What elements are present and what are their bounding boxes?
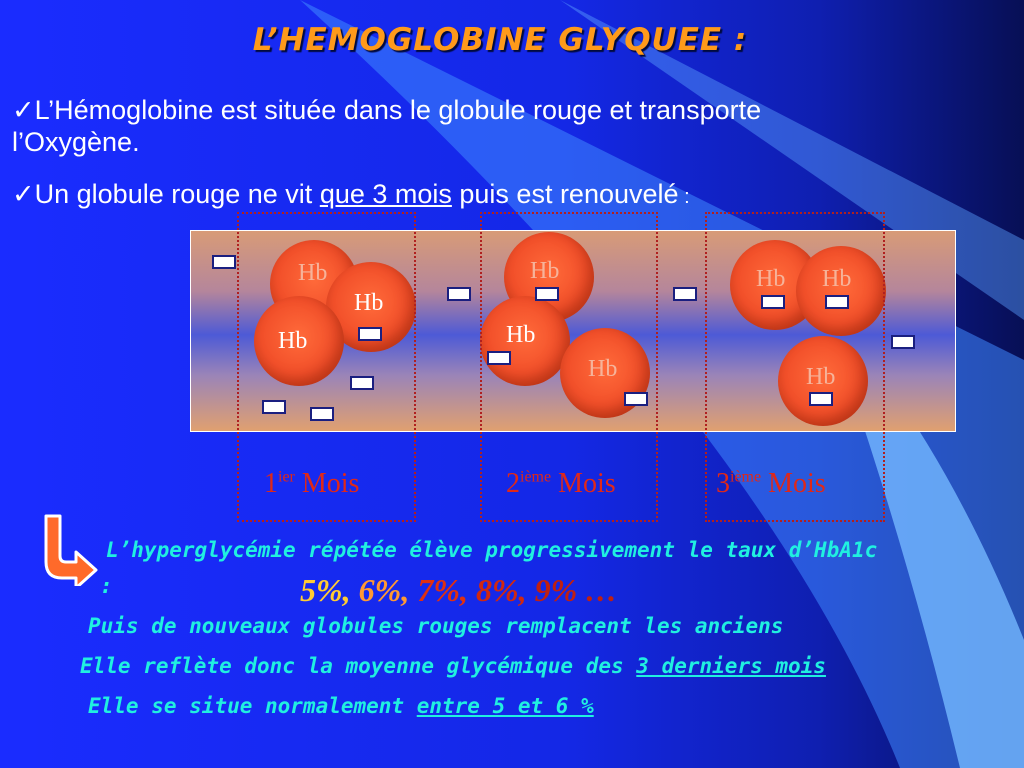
month-label-3: 3ième Mois bbox=[716, 468, 826, 499]
percentage-1: 6%, bbox=[358, 572, 418, 608]
percentage-0: 5%, bbox=[300, 572, 359, 608]
month-label-1: $1^{ier}$ Mois bbox=[264, 468, 360, 499]
glucose-square bbox=[447, 287, 471, 301]
hb-label: Hb bbox=[298, 260, 328, 286]
percentage-2: 7%, bbox=[417, 572, 476, 608]
bullet-hemoglobine bbox=[12, 94, 761, 159]
hyper-text: L’hyperglycémie répétée élève progressivement le taux d’HbA1c bbox=[106, 538, 878, 562]
hb-label: Hb bbox=[530, 258, 560, 284]
bullet-underlined: que 3 mois bbox=[319, 179, 452, 209]
hb-label: Hb bbox=[588, 356, 618, 382]
glucose-square bbox=[891, 335, 915, 349]
hb-label: Hb bbox=[354, 290, 384, 316]
bullet-colon: : bbox=[678, 186, 690, 208]
percentages-line bbox=[300, 572, 617, 609]
hb-label: Hb bbox=[822, 266, 852, 292]
line-reflete: Elle reflète donc la moyenne glycémique des 3 derniers mois bbox=[80, 654, 826, 678]
underlined-range: entre 5 et 6 % bbox=[416, 694, 594, 718]
hb-label: Hb bbox=[806, 364, 836, 390]
month-label-2: 2ième Mois bbox=[506, 468, 616, 499]
percentage-3: 8%, bbox=[475, 572, 535, 608]
bullet-globule bbox=[12, 178, 690, 210]
hb-label: Hb bbox=[506, 322, 536, 348]
percentage-4: 9% … bbox=[534, 572, 618, 608]
bullet-text-cont: l’Oxygène. bbox=[12, 127, 140, 158]
glucose-square bbox=[673, 287, 697, 301]
bullet-text: L’Hémoglobine est située dans le globule rouge et transporte bbox=[34, 95, 762, 125]
hb-label: Hb bbox=[756, 266, 786, 292]
glucose-square bbox=[212, 255, 236, 269]
page-title: L’HEMOGLOBINE GLYQUEE : bbox=[252, 22, 748, 58]
bullet-text: Un globule rouge ne vit bbox=[34, 179, 320, 209]
underlined-period: 3 derniers mois bbox=[636, 654, 826, 678]
check-icon: ✓ bbox=[12, 179, 35, 209]
bullet-text-end: puis est renouvelé bbox=[451, 179, 679, 209]
hyper-colon: : bbox=[100, 574, 113, 598]
hb-label: Hb bbox=[278, 328, 308, 354]
line-situe: Elle se situe normalement entre 5 et 6 % bbox=[88, 694, 594, 718]
curved-arrow-icon bbox=[38, 512, 100, 586]
line-puis: Puis de nouveaux globules rouges remplacent les anciens bbox=[88, 614, 784, 638]
check-icon: ✓ bbox=[12, 95, 35, 125]
